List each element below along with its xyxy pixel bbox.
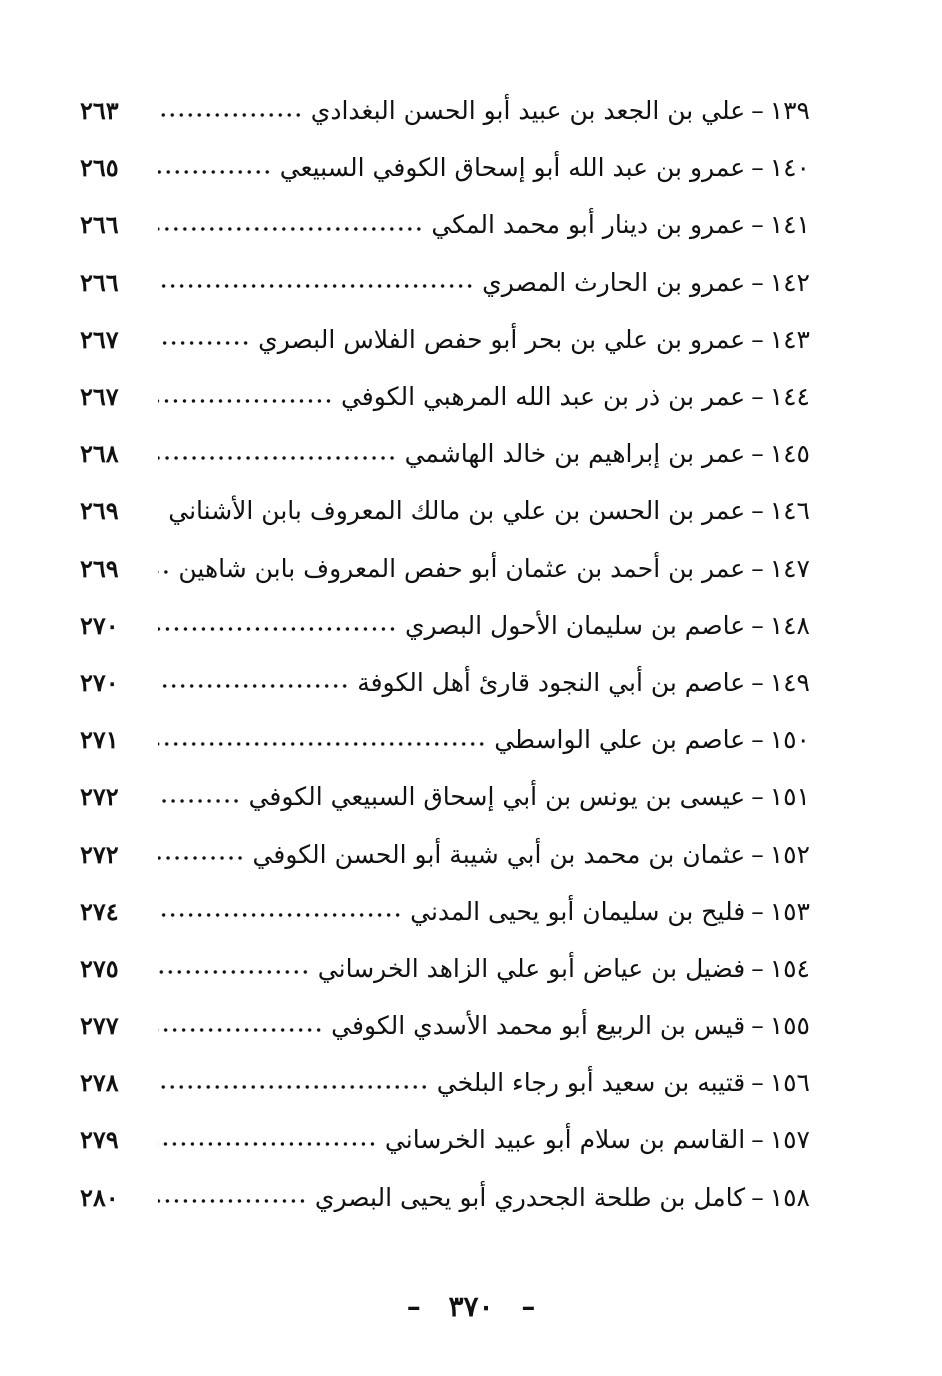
entry-title: فليح بن سليمان أبو يحيى المدني (410, 896, 746, 926)
page-footer (0, 1290, 942, 1323)
entry-number: ١٤٨ (769, 610, 810, 640)
dot-leader (158, 163, 272, 181)
entry-separator: – (751, 210, 764, 240)
toc-row (80, 597, 810, 654)
entry-number: ١٥٦ (769, 1068, 810, 1098)
dot-leader (158, 1135, 377, 1153)
entry-title: كامل بن طلحة الجحدري أبو يحيى البصري (314, 1182, 746, 1212)
entry-number: ١٥٢ (769, 839, 810, 869)
entry-title: عمرو بن دينار أبو محمد المكي (431, 210, 746, 240)
entry-separator: – (751, 1125, 764, 1155)
dot-leader (158, 449, 397, 467)
dot-leader (158, 1192, 307, 1210)
footer-dash-left: – (406, 1290, 421, 1323)
dot-leader (158, 334, 250, 352)
entry-title: عمرو بن علي بن بحر أبو حفص الفلاس البصري (258, 324, 746, 354)
dot-leader (158, 1078, 429, 1096)
entry-separator: – (751, 1068, 764, 1098)
entry-page-number: ٢٦٩ (80, 553, 119, 583)
dot-leader (158, 849, 245, 867)
entry-title: فضيل بن عياض أبو علي الزاهد الخرساني (317, 953, 746, 983)
toc-row (80, 482, 810, 539)
toc-row (80, 82, 810, 139)
entry-separator: – (751, 153, 764, 183)
entry-number: ١٥٤ (769, 953, 810, 983)
toc-row (80, 654, 810, 711)
entry-number: ١٤٢ (769, 267, 810, 297)
dot-leader (158, 563, 170, 581)
dot-leader (158, 106, 303, 124)
entry-title: عمرو بن الحارث المصري (482, 267, 746, 297)
toc-row (80, 139, 810, 196)
entry-separator: – (751, 725, 764, 755)
entry-page-number: ٢٧٠ (80, 667, 119, 697)
toc-row (80, 368, 810, 425)
entry-separator: – (751, 324, 764, 354)
entry-page-number: ٢٦٧ (80, 382, 119, 412)
entry-separator: – (751, 267, 764, 297)
entry-number: ١٣٩ (769, 96, 810, 126)
entry-page-number: ٢٧١ (80, 725, 119, 755)
entry-number: ١٥١ (769, 782, 810, 812)
entry-number: ١٥٣ (769, 896, 810, 926)
dot-leader (158, 392, 333, 410)
footer-dash-right: – (521, 1290, 536, 1323)
entry-separator: – (751, 553, 764, 583)
entry-title: عمر بن أحمد بن عثمان أبو حفص المعروف بابن شاهين (178, 553, 746, 583)
toc-row (80, 940, 810, 997)
entry-page-number: ٢٦٣ (80, 96, 119, 126)
entry-title: عمرو بن عبد الله أبو إسحاق الكوفي السبيعي (279, 153, 746, 183)
toc-row (80, 711, 810, 768)
entry-separator: – (751, 839, 764, 869)
entry-title: القاسم بن سلام أبو عبيد الخرساني (384, 1125, 746, 1155)
entry-title: عمر بن الحسن بن علي بن مالك المعروف بابن الأشناني (168, 496, 746, 526)
entry-title: عاصم بن علي الواسطي (494, 725, 746, 755)
toc-row (80, 825, 810, 882)
entry-number: ١٤١ (769, 210, 810, 240)
entry-number: ١٤٦ (769, 496, 810, 526)
entry-number: ١٥٠ (769, 725, 810, 755)
entry-separator: – (751, 782, 764, 812)
toc-row (80, 1111, 810, 1168)
entry-number: ١٤٩ (769, 667, 810, 697)
entry-page-number: ٢٧٩ (80, 1125, 119, 1155)
entry-separator: – (751, 382, 764, 412)
toc-row (80, 883, 810, 940)
entry-page-number: ٢٧٥ (80, 953, 119, 983)
entry-page-number: ٢٧٧ (80, 1011, 119, 1041)
entry-page-number: ٢٦٥ (80, 153, 119, 183)
entry-page-number: ٢٧٢ (80, 839, 119, 869)
toc-row (80, 768, 810, 825)
entry-title: علي بن الجعد بن عبيد أبو الحسن البغدادي (310, 96, 746, 126)
entry-separator: – (751, 439, 764, 469)
dot-leader (158, 906, 402, 924)
entry-number: ١٤٤ (769, 382, 810, 412)
entry-title: عمر بن ذر بن عبد الله المرهبي الكوفي (340, 382, 746, 412)
entry-separator: – (751, 1182, 764, 1212)
entry-separator: – (751, 610, 764, 640)
entry-page-number: ٢٦٦ (80, 267, 119, 297)
entry-number: ١٥٧ (769, 1125, 810, 1155)
entry-page-number: ٢٧٠ (80, 610, 119, 640)
toc-row (80, 997, 810, 1054)
toc-row (80, 425, 810, 482)
entry-page-number: ٢٧٢ (80, 782, 119, 812)
entry-page-number: ٢٦٧ (80, 324, 119, 354)
entry-page-number: ٢٧٤ (80, 896, 119, 926)
entry-separator: – (751, 953, 764, 983)
toc-row (80, 254, 810, 311)
entry-page-number: ٢٧٨ (80, 1068, 119, 1098)
entry-title: عاصم بن سليمان الأحول البصري (404, 610, 746, 640)
entry-separator: – (751, 667, 764, 697)
dot-leader (158, 620, 397, 638)
entry-title: قيس بن الربيع أبو محمد الأسدي الكوفي (331, 1011, 746, 1041)
entry-separator: – (751, 496, 764, 526)
toc-row (80, 311, 810, 368)
entry-separator: – (751, 96, 764, 126)
entry-number: ١٤٥ (769, 439, 810, 469)
entry-page-number: ٢٦٩ (80, 496, 119, 526)
dot-leader (158, 792, 241, 810)
entry-title: عمر بن إبراهيم بن خالد الهاشمي (404, 439, 746, 469)
dot-leader (158, 735, 486, 753)
dot-leader (158, 1021, 323, 1039)
entry-number: ١٤٧ (769, 553, 810, 583)
entry-page-number: ٢٨٠ (80, 1182, 119, 1212)
dot-leader (158, 963, 310, 981)
dot-leader (158, 506, 160, 524)
entry-title: عاصم بن أبي النجود قارئ أهل الكوفة (357, 667, 746, 697)
toc-row (80, 540, 810, 597)
toc-row (80, 1169, 810, 1226)
entry-page-number: ٢٦٨ (80, 439, 119, 469)
entry-number: ١٥٨ (769, 1182, 810, 1212)
entry-title: عيسى بن يونس بن أبي إسحاق السبيعي الكوفي (248, 782, 746, 812)
page-number: ٣٧٠ (448, 1290, 494, 1323)
entry-separator: – (751, 1011, 764, 1041)
toc-row (80, 1054, 810, 1111)
entry-title: قتيبه بن سعيد أبو رجاء البلخي (436, 1068, 746, 1098)
entry-number: ١٤٠ (769, 153, 810, 183)
dot-leader (158, 220, 423, 238)
entry-separator: – (751, 896, 764, 926)
toc-row (80, 196, 810, 253)
entry-title: عثمان بن محمد بن أبي شيبة أبو الحسن الكوفي (252, 839, 746, 869)
table-of-contents (80, 82, 810, 1226)
entry-number: ١٤٣ (769, 324, 810, 354)
dot-leader (158, 677, 349, 695)
entry-number: ١٥٥ (769, 1011, 810, 1041)
entry-page-number: ٢٦٦ (80, 210, 119, 240)
dot-leader (158, 277, 474, 295)
